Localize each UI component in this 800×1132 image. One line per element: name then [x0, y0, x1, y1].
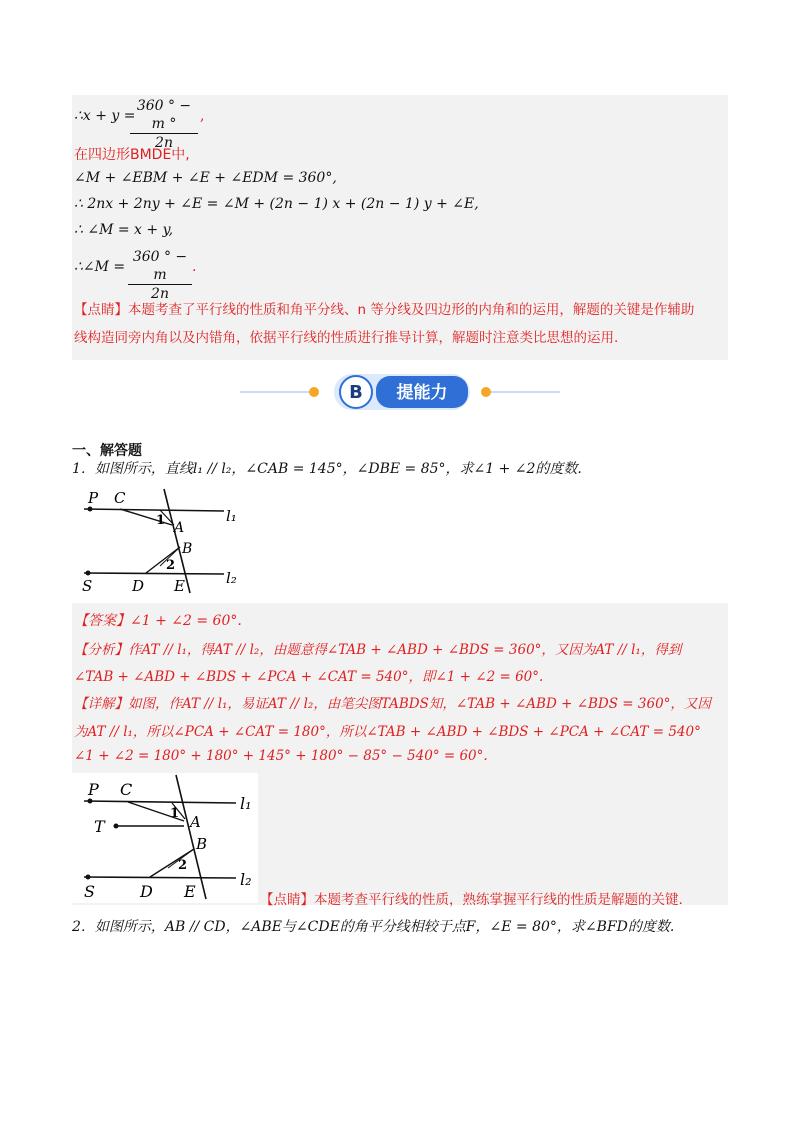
- label-S: S: [82, 577, 93, 595]
- label-angle-1: 1: [170, 806, 180, 821]
- label-angle-2: 2: [178, 858, 188, 873]
- label-E: E: [174, 577, 185, 595]
- eq-x-plus-y: ∴x + y =: [74, 108, 136, 124]
- label-l1: l₁: [240, 794, 252, 813]
- label-C: C: [114, 489, 126, 507]
- detail-line-3: ∠1 + ∠2 = 180° + 180° + 145° + 180° − 85° − 540° = 60°.: [74, 748, 488, 764]
- label-l2: l₂: [240, 870, 252, 889]
- expansion-line: ∴ 2nx + 2ny + ∠E = ∠M + (2n − 1) x + (2n − 1) y + ∠E,: [74, 196, 479, 212]
- banner-dot-left: [309, 387, 319, 397]
- angle-m-period: .: [192, 259, 197, 275]
- detail-tag: 【详解】: [74, 696, 128, 712]
- fraction-x-plus-y: $\frac{360 ^\circ - m ^\circ}{2n}$: [130, 97, 198, 152]
- detail-line-1: 【详解】如图，作AT // l₁，易证AT // l₂，由笔尖图TABDS知，∠TAB + ∠ABD + ∠BDS = 360°，又因: [74, 696, 711, 712]
- label-A: A: [190, 813, 201, 831]
- label-angle-1: 1: [156, 513, 166, 528]
- question-1-figure: [76, 487, 246, 595]
- label-C: C: [120, 780, 133, 799]
- question-1-text: 1．如图所示，直线l₁ // l₂，∠CAB = 145°，∠DBE = 85°，求∠1 + ∠2的度数.: [72, 461, 582, 477]
- answer-line: 【答案】∠1 + ∠2 = 60°.: [74, 613, 242, 629]
- analysis-tag: 【分析】: [74, 642, 128, 658]
- label-B: B: [196, 835, 208, 853]
- answer-figure: [72, 773, 258, 903]
- label-P: P: [88, 489, 99, 507]
- angle-m-line: ∴ ∠M = x + y,: [74, 222, 174, 238]
- dianjing-line-1: 【点睛】本题考查了平行线的性质和角平分线、n 等分线及四边形的内角和的运用，解题的关键是作辅助: [74, 302, 695, 318]
- angle-sum-line: ∠M + ∠EBM + ∠E + ∠EDM = 360°,: [74, 170, 337, 186]
- dianjing-tag: 【点睛】: [74, 302, 128, 318]
- analysis-line-1: 【分析】作AT // l₁，得AT // l₂，由题意得∠TAB + ∠ABD + ∠BDS = 360°，又因为AT // l₁，得到: [74, 642, 682, 658]
- answer-dianjing-tag: 【点睛】: [260, 892, 314, 908]
- angle-m-result: ∴∠M =: [74, 259, 126, 275]
- eq-x-plus-y-comma: ,: [200, 108, 205, 124]
- dianjing-line-2: 线构造同旁内角以及内错角，依据平行线的性质进行推导计算，解题时注意类比思想的运用.: [74, 330, 619, 346]
- label-l1: l₁: [226, 507, 237, 525]
- label-A: A: [174, 520, 185, 536]
- label-P: P: [88, 780, 99, 799]
- answer-tag: 【答案】: [74, 613, 130, 629]
- quadrilateral-bmde-line: 在四边形BMDE中,: [74, 147, 190, 163]
- fraction-angle-m: $\frac{360 ^\circ - m}{2n}$: [128, 248, 192, 303]
- answer-dianjing-line: 【点睛】本题考查平行线的性质，熟练掌握平行线的性质是解题的关键.: [260, 892, 683, 908]
- analysis-line-2: ∠TAB + ∠ABD + ∠BDS + ∠PCA + ∠CAT = 540°，即∠1 + ∠2 = 60°.: [74, 669, 544, 685]
- label-S: S: [84, 882, 95, 901]
- label-T: T: [94, 817, 105, 836]
- label-angle-2: 2: [166, 558, 176, 573]
- label-B: B: [182, 541, 193, 557]
- label-D: D: [132, 577, 145, 595]
- section-banner: [240, 370, 560, 414]
- label-l2: l₂: [226, 569, 237, 587]
- banner-dot-right: [481, 387, 491, 397]
- banner-letter: B: [349, 382, 363, 403]
- banner-title: 提能力: [396, 383, 448, 403]
- question-2-text: 2．如图所示，AB // CD，∠ABE与∠CDE的角平分线相较于点F，∠E = 80°，求∠BFD的度数.: [72, 919, 675, 935]
- label-E: E: [184, 882, 196, 901]
- label-D: D: [140, 882, 153, 901]
- section-heading: 一、解答题: [72, 443, 142, 459]
- detail-line-2: 为AT // l₁，所以∠PCA + ∠CAT = 180°，所以∠TAB + ∠ABD + ∠BDS + ∠PCA + ∠CAT = 540°: [74, 724, 701, 740]
